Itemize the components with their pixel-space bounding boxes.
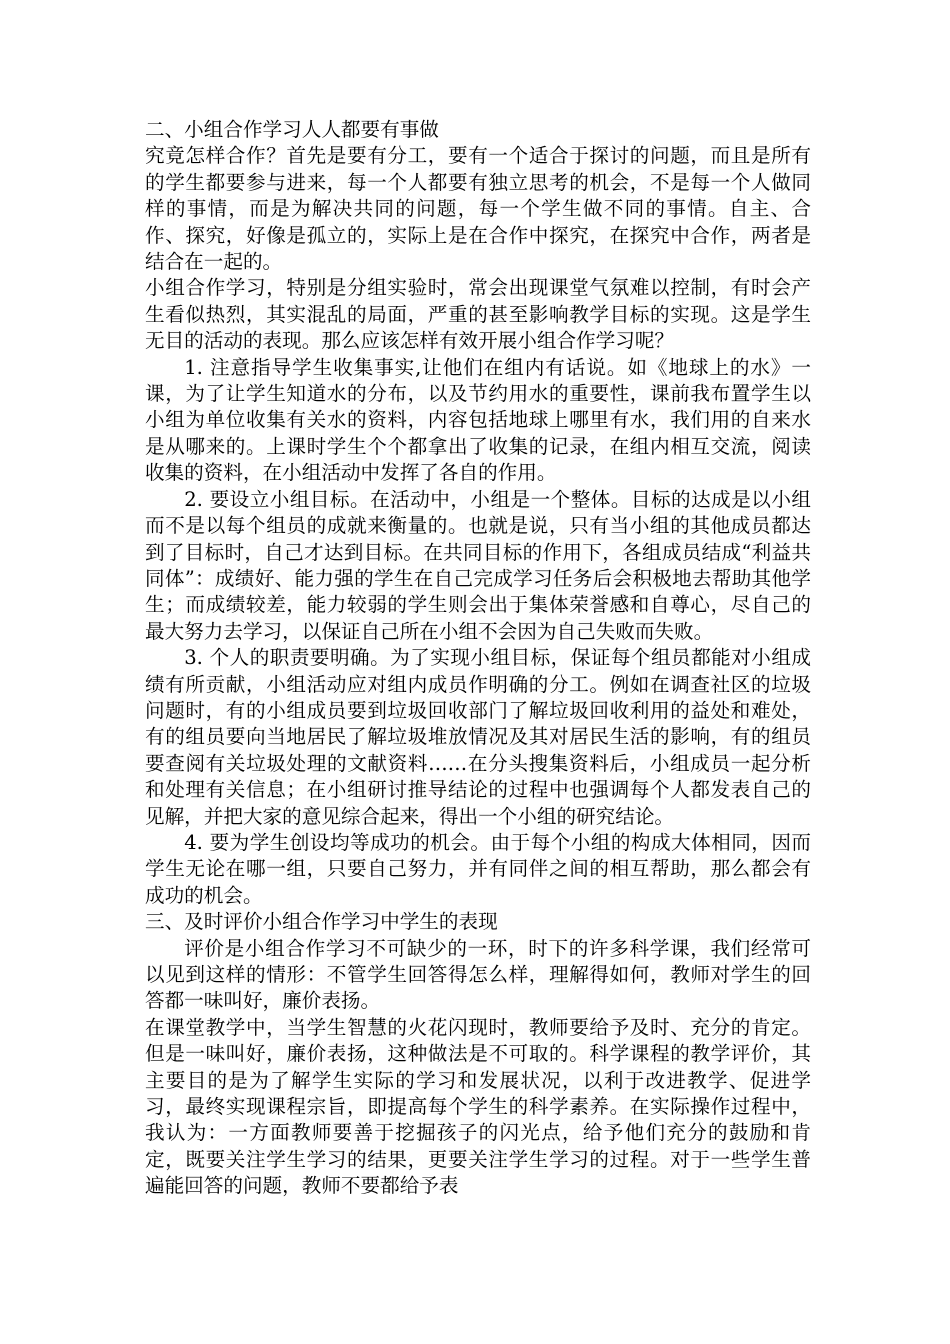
list-item-1: 1. 注意指导学生收集事实,让他们在组内有话说。如《地球上的水》一课，为了让学生知道水的分布，以及节约用水的重要性，课前我布置学生以小组为单位收集有关水的资料，内容包括地球上哪里有水，我们用的自来水是从哪来的。上课时学生个个都拿出了收集的记录，在组内相互交流，阅读收集的资料，在小组活动中发挥了各自的作用。: [145, 355, 811, 485]
paragraph-group-learning-problem: 小组合作学习，特别是分组实验时，常会出现课堂气氛难以控制，有时会产生看似热烈，其实混乱的局面，严重的甚至影响教学目标的实现。这是学生无目的活动的表现。那么应该怎样有效开展小组合作学习呢？: [145, 276, 811, 353]
list-item-3: 3. 个人的职责要明确。为了实现小组目标，保证每个组员都能对小组成绩有所贡献，小组活动应对组内成员作明确的分工。例如在调查社区的垃圾问题时，有的小组成员要到垃圾回收部门了解垃圾回收利用的益处和难处，有的组员要向当地居民了解垃圾堆放情况及其对居民生活的影响，有的组员要查阅有关垃圾处理的文献资料……在分头搜集资料后，小组成员一起分析和处理有关信息；在小组研讨推导结论的过程中也强调每个人都发表自己的见解，并把大家的意见综合起来，得出一个小组的研究结论。: [145, 646, 811, 828]
section-heading-2: 二、小组合作学习人人都要有事做: [145, 118, 439, 141]
list-item-2: 2. 要设立小组目标。在活动中，小组是一个整体。目标的达成是以小组而不是以每个组员的成就来衡量的。也就是说，只有当小组的其他成员都达到了目标时，自己才达到目标。在共同目标的作用下，各组成员结成“利益共同体”：成绩好、能力强的学生在自己完成学习任务后会积极地去帮助其他学生；而成绩较差，能力较弱的学生则会出于集体荣誉感和自尊心，尽自己的最大努力去学习，以保证自己所在小组不会因为自己失败而失败。: [145, 487, 811, 643]
paragraph-how-to-cooperate: 究竟怎样合作？首先是要有分工，要有一个适合于探讨的问题，而且是所有的学生都要参与进来，每一个人都要有独立思考的机会，不是每一个人做同样的事情，而是为解决共同的问题，每一个学生做不同的事情。自主、合作、探究，好像是孤立的，实际上是在合作中探究，在探究中合作，两者是结合在一起的。: [145, 144, 811, 274]
section-heading-3: 三、及时评价小组合作学习中学生的表现: [145, 910, 498, 934]
list-item-4: 4. 要为学生创设均等成功的机会。由于每个小组的构成大体相同，因而学生无论在哪一组，只要自己努力，并有同伴之间的相互帮助，那么都会有成功的机会。: [145, 830, 811, 907]
paragraph-classroom-teaching: 在课堂教学中，当学生智慧的火花闪现时，教师要给予及时、充分的肯定。但是一味叫好，廉价表扬，这种做法是不可取的。科学课程的教学评价，其主要目的是为了解学生实际的学习和发展状况，以利于改进教学、促进学习，最终实现课程宗旨，即提高每个学生的科学素养。在实际操作过程中，我认为：一方面教师要善于挖掘孩子的闪光点，给予他们充分的鼓励和肯定，既要关注学生学习的结果，更要关注学生学习的过程。对于一些学生普遍能回答的问题，教师不要都给予表: [145, 1015, 811, 1198]
document-body: [145, 117, 811, 1200]
paragraph-evaluation: 评价是小组合作学习不可缺少的一环，时下的许多科学课，我们经常可以见到这样的情形：不管学生回答得怎么样，理解得如何，教师对学生的回答都一味叫好，廉价表扬。: [145, 936, 811, 1013]
